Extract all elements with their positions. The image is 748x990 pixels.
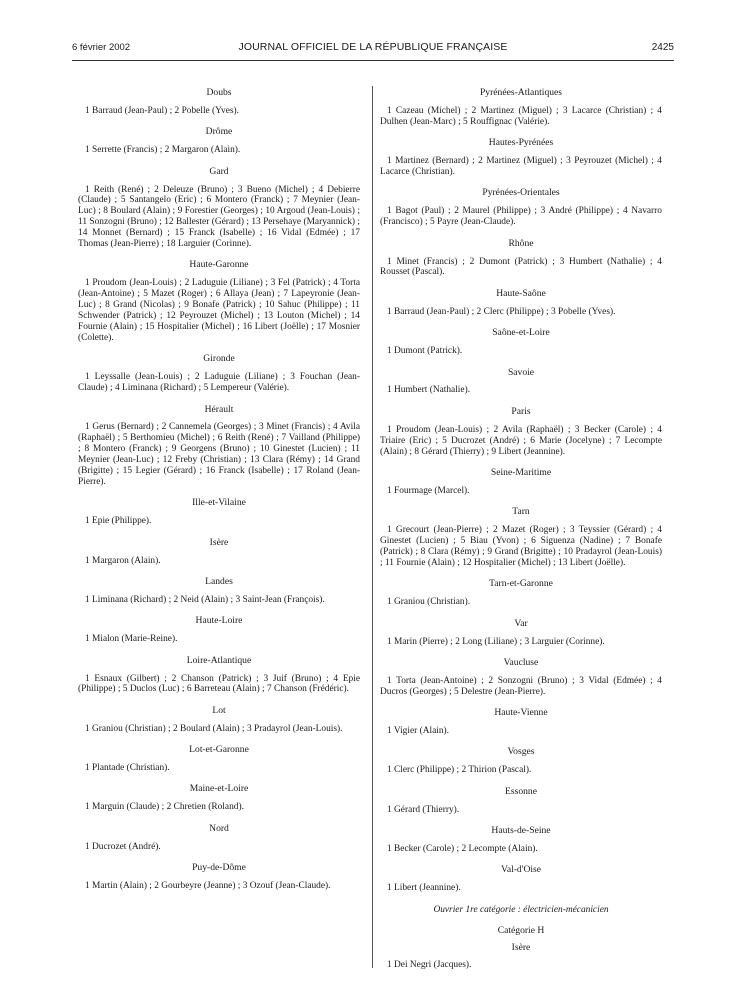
department-list: 1 Proudom (Jean-Louis) ; 2 Laduguie (Liliane) ; 3 Fel (Patrick) ; 4 Torta (Jean-Antoine) ; 5 Mazet (Roger) ; 6 Allaya (Jean) ; 7 Lapeyronie (Jean-Luc) ; 8 Grand (Nicolas) ; 9 Bonafe (Patrick) ; 10 Sahuc (Philippe) ; 11 Schwender (Patrick) ; 12 Peyrouzet (Michel) ; 13 Louton (Michel) ; 14 Fournie (Alain) ; 15 Hospitalier (Michel) ; 16 Libert (Joëlle) ; 17 Mosnier (Colette). [78,278,360,343]
department-name: Tarn [512,506,530,518]
department-section [78,538,360,567]
department-name: Maine-et-Loire [189,783,249,795]
department-list: 1 Gérard (Thierry). [387,804,460,815]
department-list: 1 Mialon (Marie-Reine). [85,634,178,645]
department-section [380,188,662,228]
subsection-title: Ouvrier 1re catégorie : électricien-mécanicien [433,904,609,915]
department-list: 1 Margaron (Alain). [85,555,161,566]
department-list: 1 Plantade (Christian). [85,763,170,774]
department-name: Hautes-Pyrénées [488,137,554,149]
department-list: 1 Fourmage (Marcel). [387,485,470,496]
department-list: 1 Dumont (Patrick). [387,346,463,357]
department-name: Nord [209,822,229,834]
department-name: Paris [511,405,531,417]
department-section [78,167,360,250]
department-section [380,747,662,776]
department-section [78,260,360,343]
department-section [380,579,662,608]
department-list: 1 Becker (Carole) ; 2 Lecompte (Alain). [387,843,538,854]
department-list: 1 Proudom (Jean-Louis) ; 2 Avila (Raphaël) ; 3 Becker (Carole) ; 4 Triaire (Eric) ; 5 Ducrozet (André) ; 6 Marie (Jocelyne) ; 7 Lecompte (Alain) ; 8 Gérard (Thierry) ; 9 Libert (Jeannine). [380,424,662,457]
department-section [78,824,360,853]
department-name: Ille-et-Vilaine [192,497,246,509]
department-name: Lot-et-Garonne [189,744,249,756]
department-section [78,405,360,488]
department-list: 1 Reith (René) ; 2 Deleuze (Bruno) ; 3 Bueno (Michel) ; 4 Debierre (Claude) ; 5 Santangelo (Eric) ; 6 Montero (Franck) ; 7 Meynier (Jean-Luc) ; 8 Boulard (Alain) ; 9 Forestier (Georges) ; 10 Argoud (Jean-Louis) ; 11 Sonzogni (Bruno) ; 12 Ballester (Gérard) ; 13 Persehaye (Maryannick) ; 14 Monnet (Bernard) ; 15 Franck (Isabelle) ; 16 Vidal (Edmée) ; 17 Thomas (Jean-Pierre) ; 18 Larguier (Corinne). [78,184,360,250]
department-section [78,745,360,774]
department-section [380,865,662,894]
department-name: Haute-Garonne [189,259,249,271]
department-list: 1 Libert (Jeannine). [387,883,461,894]
department-section [380,88,662,128]
department-section [380,826,662,855]
department-name: Seine-Maritime [490,466,552,478]
department-name: Pyrénées-Orientales [482,187,560,199]
department-list: 1 Ducrozet (André). [85,841,161,852]
department-name: Haute-Saône [496,287,546,299]
department-name: Vaucluse [503,656,539,668]
department-list: 1 Torta (Jean-Antoine) ; 2 Sonzogni (Bruno) ; 3 Vidal (Edmée) ; 4 Ducros (Georges) ; 5 Delestre (Jean-Pierre). [380,675,662,697]
department-name: Essonne [505,785,537,797]
department-section [380,619,662,648]
department-name: Haute-Loire [195,615,243,627]
department-list: 1 Graniou (Christian) ; 2 Boulard (Alain) ; 3 Pradayrol (Jean-Louis). [85,723,343,734]
department-name: Puy-de-Dôme [192,862,246,874]
department-name: Saône-et-Loire [492,327,550,339]
department-section [78,354,360,394]
page-header [72,40,674,56]
category-heading: Catégorie H [497,924,545,936]
department-section [380,368,662,397]
department-list: 1 Clerc (Philippe) ; 2 Thirion (Pascal). [387,765,532,776]
department-name: Rhône [508,237,534,249]
header-rule [72,60,674,61]
department-name: Hauts-de-Seine [491,825,551,837]
department-name: Lot [212,704,226,716]
department-section [380,407,662,458]
department-name: Vosges [507,746,535,758]
department-name: Isère [511,941,531,953]
department-name: Doubs [206,87,232,98]
department-list: 1 Martinez (Bernard) ; 2 Martinez (Miguel) ; 3 Peyrouzet (Michel) ; 4 Lacarce (Christian). [380,156,662,178]
department-list: 1 Esnaux (Gilbert) ; 2 Chanson (Patrick) ; 3 Juif (Bruno) ; 4 Epie (Philippe) ; 5 Duclos (Luc) ; 6 Barreteau (Alain) ; 7 Chanson (Frédéric). [78,673,360,695]
department-list: 1 Gerus (Bernard) ; 2 Cannemela (Georges) ; 3 Minet (Francis) ; 4 Avila (Raphaël) ; 5 Berthomieu (Michel) ; 6 Reith (René) ; 7 Vailland (Philippe) ; 8 Montero (Franck) ; 9 Georgens (Bruno) ; 10 Ginestet (Lucien) ; 11 Meynier (Jean-Luc) ; 12 Freby (Christian) ; 13 Clara (Rémy) ; 14 Grand (Brigitte) ; 15 Legier (Gérard) ; 16 Franck (Isabelle) ; 17 Roland (Jean-Pierre). [78,422,360,487]
department-section [380,708,662,737]
department-list: 1 Bagot (Paul) ; 2 Maurel (Philippe) ; 3 André (Philippe) ; 4 Navarro (Francisco) ; 5 Payre (Jean-Claude). [380,206,662,228]
department-list: 1 Vigier (Alain). [387,726,450,737]
department-list: 1 Marguin (Claude) ; 2 Chretien (Roland). [85,802,244,813]
department-section [380,507,662,569]
department-name: Val-d'Oise [500,864,542,876]
department-section [380,138,662,178]
department-name: Gard [209,165,229,177]
department-name: Haute-Vienne [494,707,548,719]
department-name: Gironde [203,353,235,365]
department-list: 1 Martin (Alain) ; 2 Gourbeyre (Jeanne) ; 3 Ozouf (Jean-Claude). [85,881,331,891]
department-name: Isère [209,536,229,548]
department-list: 1 Serrette (Francis) ; 2 Margaron (Alain). [85,145,241,156]
department-list: 1 Graniou (Christian). [387,597,471,608]
header-date: 6 février 2002 [72,42,131,53]
department-section [78,784,360,813]
department-section [380,289,662,318]
department-section [78,577,360,606]
department-section [380,787,662,816]
department-list: 1 Grecourt (Jean-Pierre) ; 2 Mazet (Roger) ; 3 Teyssier (Gérard) ; 4 Ginestet (Lucien) ; 5 Biau (Yvon) ; 6 Siguenza (Nadine) ; 7 Bonafe (Patrick) ; 8 Clara (Rémy) ; 9 Grand (Brigitte) ; 10 Pradayrol (Jean-Louis) ; 11 Fournie (Alain) ; 12 Hospitalier (Michel) ; 13 Libert (Joëlle). [380,525,662,568]
department-name: Var [514,617,528,629]
department-list: 1 Epie (Philippe). [85,516,152,527]
right-column [380,88,662,982]
department-section [380,468,662,497]
department-section [78,656,360,696]
department-list: 1 Liminana (Richard) ; 2 Neid (Alain) ; 3 Saint-Jean (François). [85,594,325,605]
department-name: Drôme [205,126,233,138]
left-column [78,88,360,902]
department-name: Pyrénées-Atlantiques [479,87,563,98]
department-name: Savoie [507,366,535,378]
department-name: Tarn-et-Garonne [489,578,553,590]
department-list: 1 Minet (Francis) ; 2 Dumont (Patrick) ; 3 Humbert (Nathalie) ; 4 Rousset (Pascal). [380,256,662,278]
department-name: Landes [205,576,233,587]
department-section [78,88,360,117]
column-divider [372,86,373,968]
department-list: 1 Cazeau (Michel) ; 2 Martinez (Miguel) ; 3 Lacarce (Christian) ; 4 Dulhen (Jean-Marc) ; 5 Rouffignac (Valérie). [380,105,662,127]
department-list: 1 Barraud (Jean-Paul) ; 2 Pobelle (Yves). [85,105,239,116]
department-list: 1 Marin (Pierre) ; 2 Long (Liliane) ; 3 Larguier (Corinne). [387,636,605,647]
department-section [78,498,360,527]
department-section [78,863,360,892]
department-section [380,239,662,279]
department-list: 1 Dei Negri (Jacques). [387,960,472,971]
department-list: 1 Leyssalle (Jean-Louis) ; 2 Laduguie (Liliane) ; 3 Fouchan (Jean-Claude) ; 4 Liminana (Richard) ; 5 Lempereur (Valérie). [78,372,360,394]
department-section [78,127,360,156]
department-section [78,616,360,645]
department-section [78,706,360,735]
department-name: Hérault [204,403,234,415]
right-column-sections [380,88,662,894]
department-section [380,943,662,972]
department-section [380,658,662,698]
department-section [380,328,662,357]
department-list: 1 Barraud (Jean-Paul) ; 2 Clerc (Philippe) ; 3 Pobelle (Yves). [387,306,616,317]
page-number: 2425 [651,42,674,53]
department-name: Loire-Atlantique [186,654,252,666]
department-list: 1 Humbert (Nathalie). [387,385,471,396]
header-title: JOURNAL OFFICIEL DE LA RÉPUBLIQUE FRANÇAISE [238,41,508,53]
